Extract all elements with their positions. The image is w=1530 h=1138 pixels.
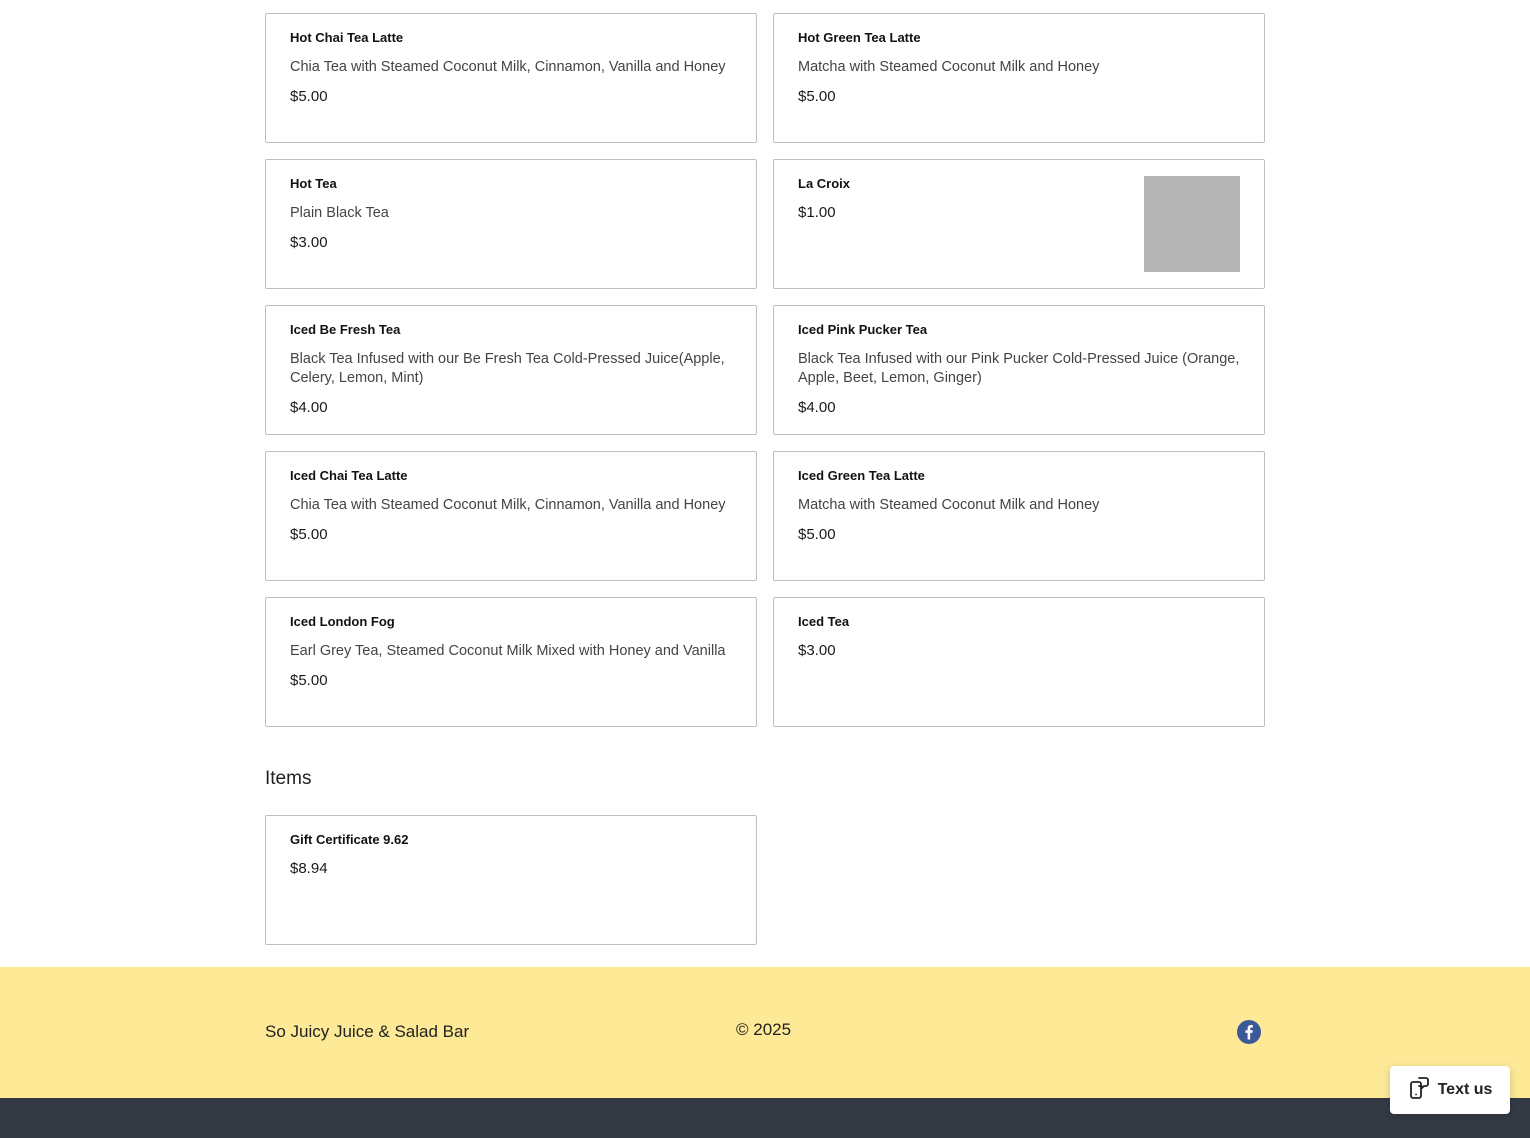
site-footer (0, 967, 1530, 1098)
item-description: Black Tea Infused with our Be Fresh Tea Cold-Pressed Juice(Apple, Celery, Lemon, Mint) (290, 351, 725, 386)
menu-content (265, 0, 1265, 945)
menu-item-card[interactable] (265, 305, 757, 435)
item-name: Hot Chai Tea Latte (290, 30, 404, 45)
item-description: Matcha with Steamed Coconut Milk and Honey (798, 497, 1100, 513)
item-image-placeholder (1144, 176, 1240, 272)
item-description: Plain Black Tea (290, 205, 389, 221)
item-name: Iced London Fog (290, 614, 395, 629)
item-name: Hot Tea (290, 176, 337, 191)
menu-item-card[interactable] (773, 597, 1265, 727)
item-price: $3.00 (798, 642, 836, 659)
phone-chat-icon (1408, 1076, 1430, 1105)
item-description: Chia Tea with Steamed Coconut Milk, Cinnamon, Vanilla and Honey (290, 59, 726, 75)
item-name: La Croix (798, 176, 851, 191)
text-us-button[interactable] (1390, 1066, 1510, 1114)
item-name: Hot Green Tea Latte (798, 30, 921, 45)
menu-item-card[interactable] (265, 815, 757, 945)
menu-item-card[interactable] (773, 159, 1265, 289)
menu-item-card[interactable] (265, 451, 757, 581)
item-price: $1.00 (798, 204, 836, 221)
item-description: Chia Tea with Steamed Coconut Milk, Cinnamon, Vanilla and Honey (290, 497, 726, 513)
facebook-icon[interactable] (1237, 1020, 1261, 1044)
item-price: $5.00 (290, 526, 328, 543)
drinks-grid (265, 13, 1265, 727)
item-description: Black Tea Infused with our Pink Pucker Cold-Pressed Juice (Orange, Apple, Beet, Lemon, Ginger) (798, 351, 1240, 386)
item-price: $4.00 (290, 399, 328, 416)
text-us-label: Text us (1437, 1081, 1493, 1098)
items-grid (265, 815, 1265, 945)
menu-item-card[interactable] (265, 597, 757, 727)
menu-item-card[interactable] (265, 13, 757, 143)
item-price: $5.00 (798, 526, 836, 543)
item-name: Iced Green Tea Latte (798, 468, 925, 483)
item-name: Iced Chai Tea Latte (290, 468, 408, 483)
footer-copyright: © 2025 (736, 1020, 792, 1039)
bottom-bar (0, 1098, 1530, 1138)
item-name: Iced Pink Pucker Tea (798, 322, 928, 337)
section-title-items: Items (265, 768, 312, 789)
facebook-glyph (1237, 1020, 1261, 1044)
item-price: $5.00 (290, 672, 328, 689)
item-price: $4.00 (798, 399, 836, 416)
item-description: Earl Grey Tea, Steamed Coconut Milk Mixed with Honey and Vanilla (290, 643, 726, 659)
item-description: Matcha with Steamed Coconut Milk and Honey (798, 59, 1100, 75)
footer-brand-name: So Juicy Juice & Salad Bar (265, 1022, 470, 1041)
menu-item-card[interactable] (773, 13, 1265, 143)
item-name: Iced Tea (798, 614, 850, 629)
menu-item-card[interactable] (773, 451, 1265, 581)
item-name: Iced Be Fresh Tea (290, 322, 401, 337)
item-price: $8.94 (290, 860, 328, 877)
item-price: $5.00 (290, 88, 328, 105)
item-price: $5.00 (798, 88, 836, 105)
menu-item-card[interactable] (773, 305, 1265, 435)
item-price: $3.00 (290, 234, 328, 251)
item-name: Gift Certificate 9.62 (290, 832, 409, 847)
menu-item-card[interactable] (265, 159, 757, 289)
